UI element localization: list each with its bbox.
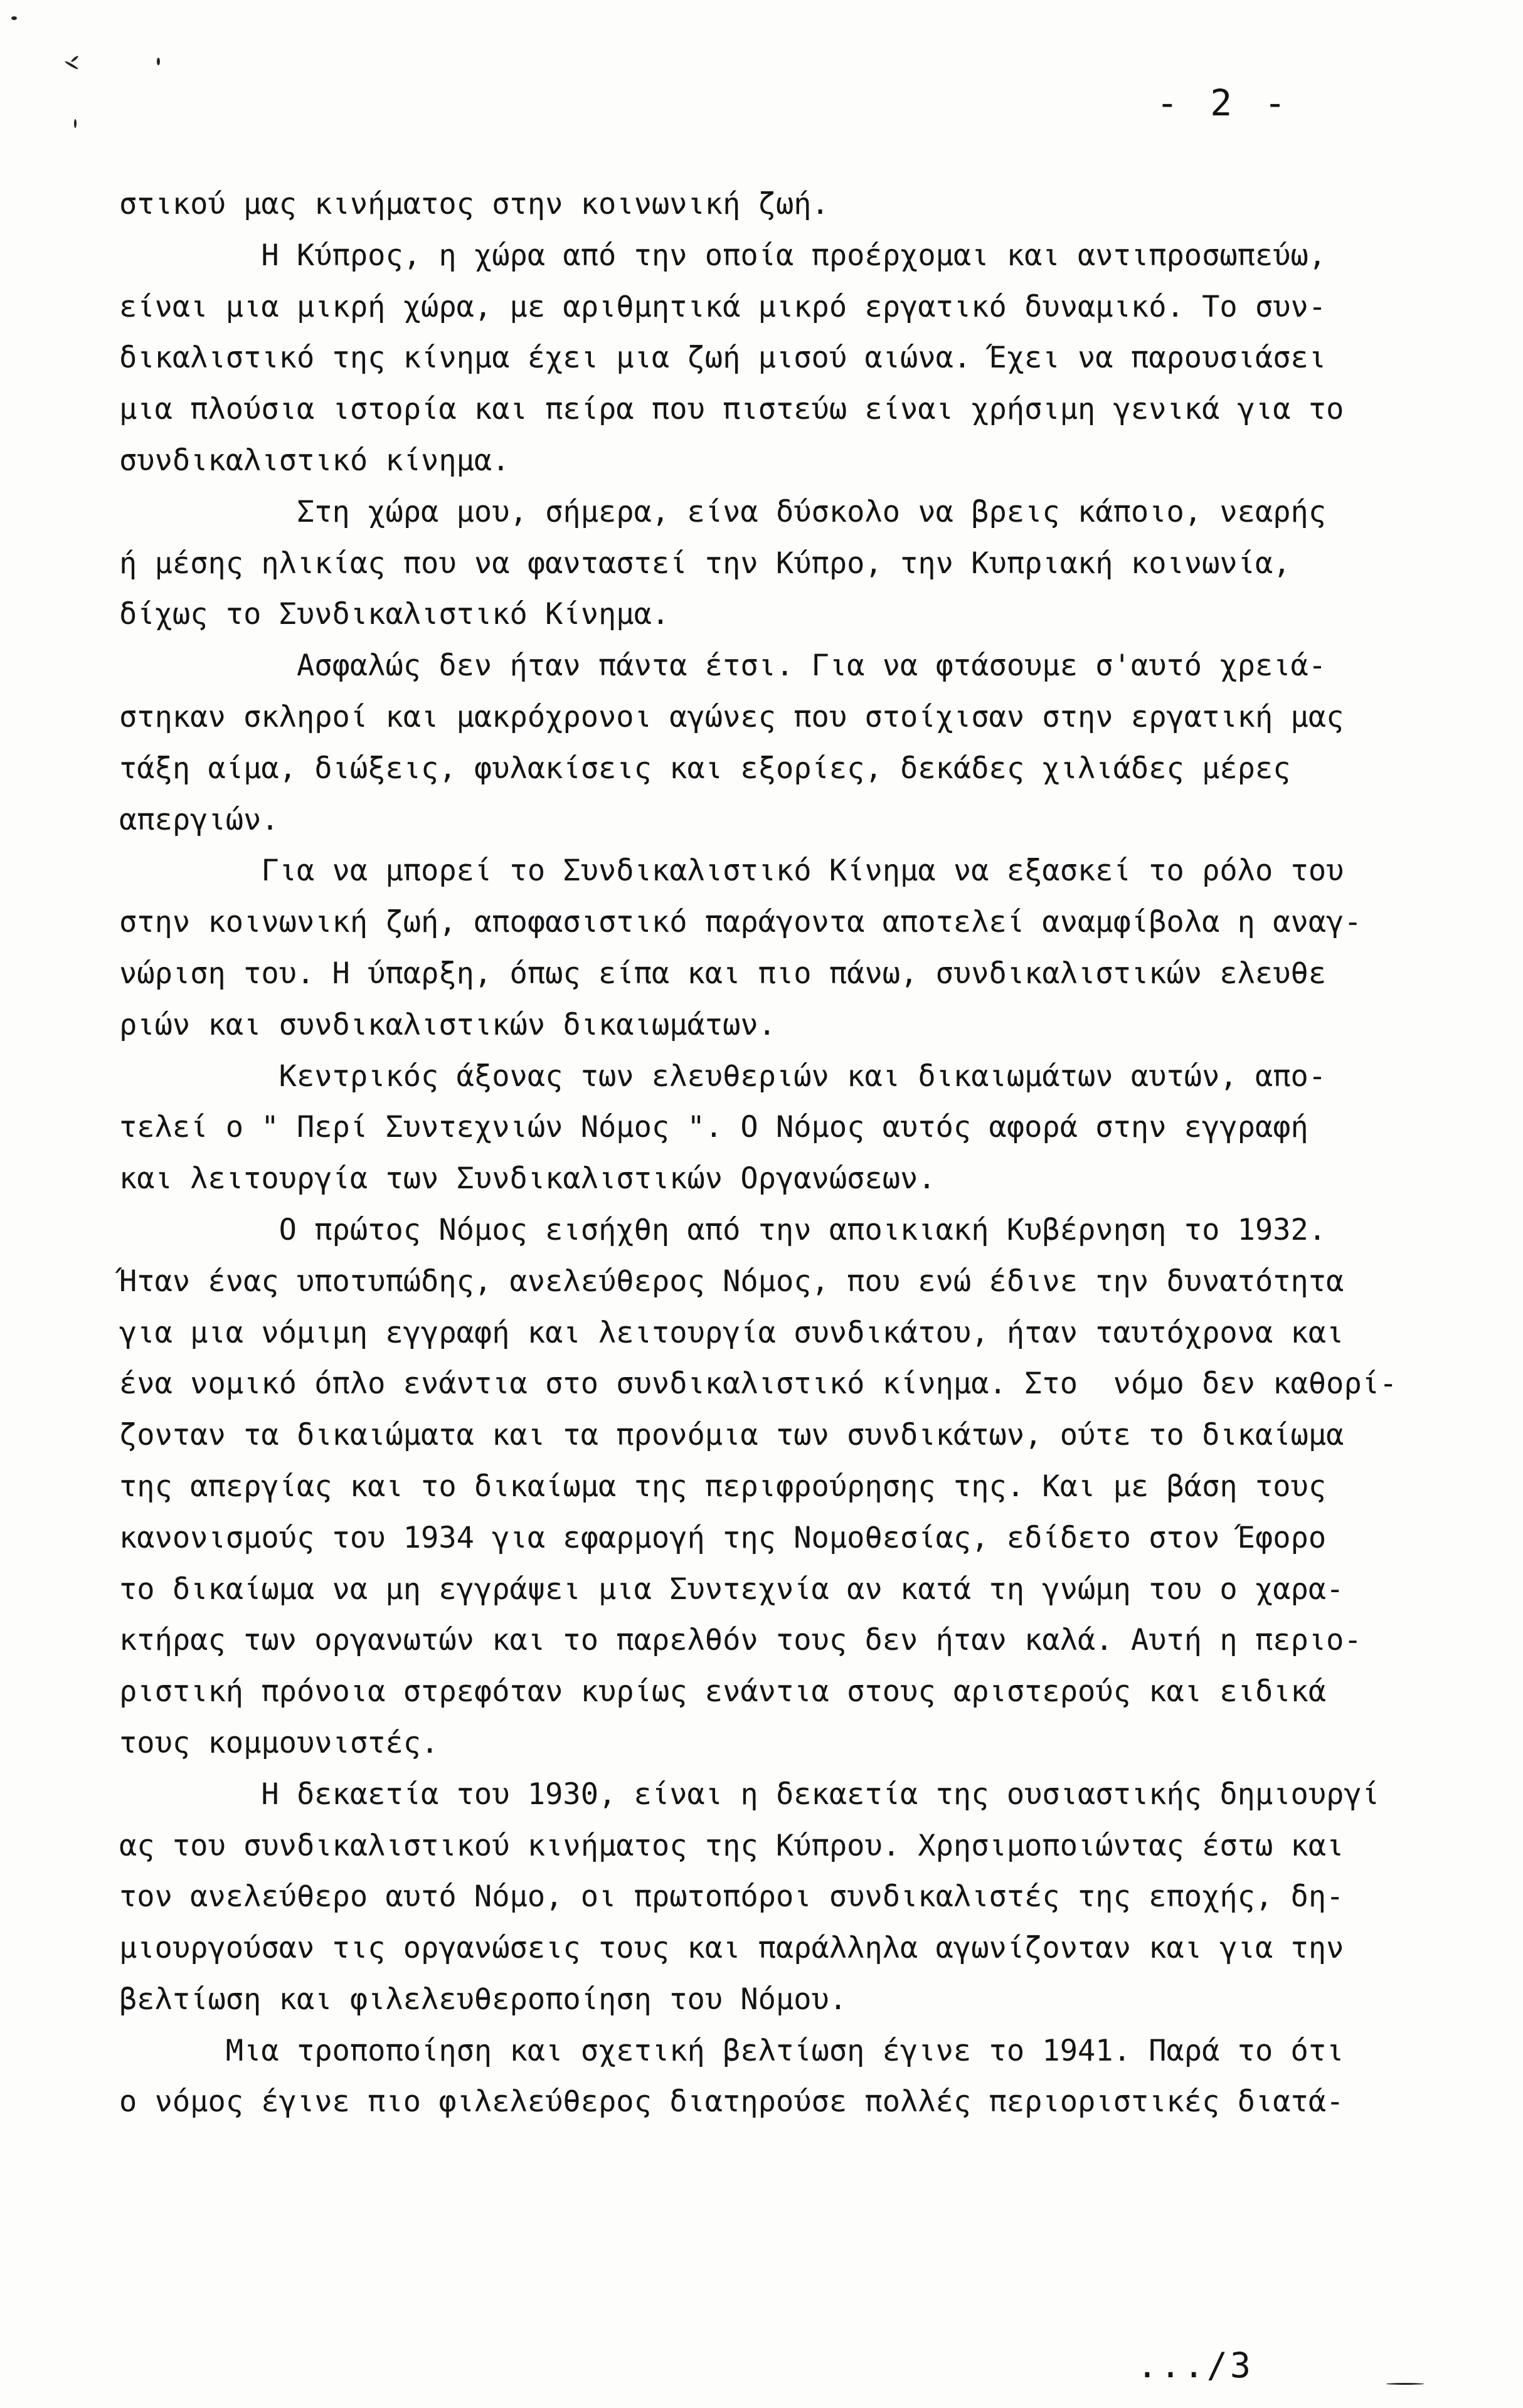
text-line: Κεντρικός άξονας των ελευθεριών και δικαιωμάτων αυτών, απο- [119,1059,1327,1094]
text-line: νώριση του. Η ύπαρξη, όπως είπα και πιο πάνω, συνδικαλιστικών ελευθε [119,956,1327,991]
text-line: απεργιών. [119,802,279,837]
text-line: στην κοινωνική ζωή, αποφασιστικό παράγοντα αποτελεί αναμφίβολα η αναγ- [119,905,1362,940]
text-line: τους κομμουνιστές. [119,1725,439,1760]
text-line: το δικαίωμα να μη εγγράψει μια Συντεχνία αν κατά τη γνώμη του ο χαρα- [119,1571,1344,1607]
continuation-marker: .../3 [1137,2345,1253,2385]
text-line: ας του συνδικαλιστικού κινήματος της Κύπρου. Χρησιμοποιώντας έστω και [119,1828,1344,1863]
text-line: τάξη αίμα, διώξεις, φυλακίσεις και εξορίες, δεκάδες χιλιάδες μέρες [119,751,1291,786]
text-line: Ήταν ένας υποτυπώδης, ανελεύθερος Νόμος, που ενώ έδινε την δυνατότητα [119,1264,1344,1299]
text-line: στικού μας κινήματος στην κοινωνική ζωή. [119,187,829,221]
text-line: στηκαν σκληροί και μακρόχρονοι αγώνες που στοίχισαν στην εργατική μας [119,699,1344,734]
text-line: δικαλιστικό της κίνημα έχει μια ζωή μισού αιώνα. Έχει να παρουσιάσει [119,341,1327,376]
text-line: Μια τροποποίηση και σχετική βελτίωση έγινε το 1941. Παρά το ότι [119,2033,1344,2068]
scan-speck [11,16,17,20]
text-line: τελεί ο " Περί Συντεχνιών Νόμος ". Ο Νόμος αυτός αφορά στην εγγραφή [119,1110,1308,1145]
text-line: Η Κύπρος, η χώρα από την οποία προέρχομαι και αντιπροσωπεύω, [119,238,1327,273]
page-number: - 2 - [1156,82,1291,124]
text-line: είναι μια μικρή χώρα, με αριθμητικά μικρό εργατικό δυναμικό. Το συν- [119,289,1327,324]
scan-speck [1386,2383,1424,2385]
body-text [119,179,1418,2128]
scan-speck [74,119,77,128]
text-line: ριστική πρόνοια στρεφόταν κυρίως ενάντια στους αριστερούς και ειδικά [119,1674,1327,1709]
text-line: κανονισμούς του 1934 για εφαρμογή της Νομοθεσίας, εδίδετο στον Έφορο [119,1520,1327,1555]
text-line: για μια νόμιμη εγγραφή και λειτουργία συνδικάτου, ήταν ταυτόχρονα και [119,1315,1344,1350]
text-line: και λειτουργία των Συνδικαλιστικών Οργανώσεων. [119,1161,936,1196]
text-line: της απεργίας και το δικαίωμα της περιφρούρησης της. Και με βάση τους [119,1469,1327,1504]
text-line: Στη χώρα μου, σήμερα, είνα δύσκολο να βρεις κάποιο, νεαρής [119,494,1327,529]
text-line: Ο πρώτος Νόμος εισήχθη από την αποικιακή Κυβέρνηση το 1932. [119,1212,1327,1247]
text-line: μιουργούσαν τις οργανώσεις τους και παράλληλα αγωνίζονταν και για την [119,1931,1344,1966]
text-line: Για να μπορεί το Συνδικαλιστικό Κίνημα να εξασκεί το ρόλο του [119,853,1344,889]
text-line: τον ανελεύθερο αυτό Νόμο, οι πρωτοπόροι συνδικαλιστές της εποχής, δη- [119,1879,1344,1914]
text-line: ή μέσης ηλικίας που να φανταστεί την Κύπρο, την Κυπριακή κοινωνία, [119,546,1291,581]
text-line: ριών και συνδικαλιστικών δικαιωμάτων. [119,1007,776,1042]
text-line: ένα νομικό όπλο ενάντια στο συνδικαλιστικό κίνημα. Στο νόμο δεν καθορί- [119,1366,1398,1402]
text-line: συνδικαλιστικό κίνημα. [119,443,510,478]
text-line: Η δεκαετία του 1930, είναι η δεκαετία της ουσιαστικής δημιουργί [119,1777,1380,1812]
text-line: βελτίωση και φιλελευθεροποίηση του Νόμου. [119,1982,847,2017]
scan-speck [157,58,160,65]
text-line: ο νόμος έγινε πιο φιλελεύθερος διατηρούσε πολλές περιοριστικές διατά- [119,2084,1344,2120]
text-line: δίχως το Συνδικαλιστικό Κίνημα. [119,597,670,632]
text-line: μια πλούσια ιστορία και πείρα που πιστεύω είναι χρήσιμη γενικά για το [119,392,1344,427]
text-line: κτήρας των οργανωτών και το παρελθόν τους δεν ήταν καλά. Αυτή η περιο- [119,1623,1362,1658]
text-line: Ασφαλώς δεν ήταν πάντα έτσι. Για να φτάσουμε σ'αυτό χρειά- [119,648,1327,684]
scan-speck [70,55,78,63]
text-line: ζονταν τα δικαιώματα και τα προνόμια των συνδικάτων, ούτε το δικαίωμα [119,1418,1344,1453]
